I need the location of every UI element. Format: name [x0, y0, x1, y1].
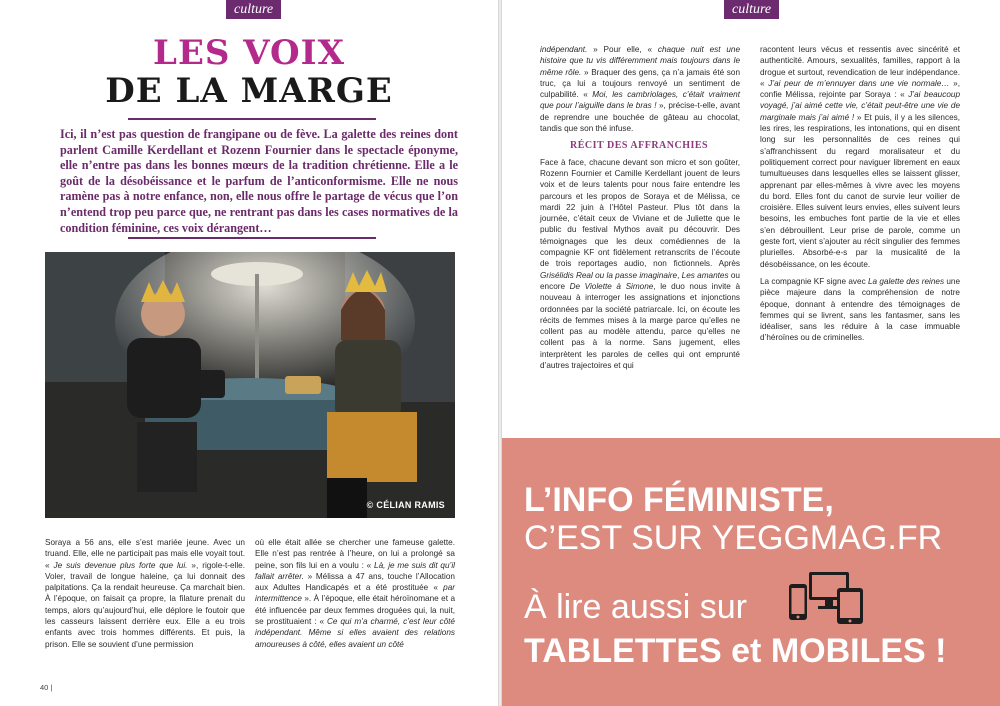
ad-devices-text: TABLETTES et MOBILES ! — [524, 632, 947, 670]
article-title-line2: DE LA MARGE — [105, 71, 393, 111]
quote-run: J’ai beaucoup voyagé, j’ai aimé cette vie, c’était peut-être une vie de marginale mais j’ai aimé ! — [760, 90, 960, 122]
chapo-rule-bottom — [128, 237, 376, 239]
article-subheading: RÉCIT DES AFFRANCHIES — [570, 140, 709, 152]
text-run: Soraya a 56 ans, elle s’est mariée jeune. Avec un truand. Elle, elle ne participait pas mais elle voyait tout. « — [45, 538, 245, 570]
photo-credit: © CÉLIAN RAMIS — [366, 500, 445, 510]
section-rubric: culture — [724, 0, 779, 19]
ad-website[interactable]: C’EST SUR YEGGMAG.FR — [524, 519, 943, 557]
text-run: » Et puis, il y a les silences, les rires, les respirations, les intonations, qui en disent long sur les personnalités de ces reines qui s’affranchissent du regard moralisateur et du politiquement correct pour naviguer librement en eaux tumultueuses dans lesquelles elles se laissent glisser, apprenant par elles-mêmes à vivre avec les moyens du bord. Elles font du canot de survie leur voilier de croisière. Elles suivent leurs envies, elles suivent leurs besoins, les embuches font partie de la vie et elles s’en débrouillent. Leur prise de parole, comme un geste fort, vient s’ajouter au récit singulier des femmes plurielles. Absorbé-e-s par la musicalité de la désobéissance, on les écoute. — [760, 112, 961, 269]
text-run: » Braquer des gens, ça n’a jamais été son truc, ça lui a toujours renvoyé un sentiment de culpabilité. « — [540, 67, 741, 100]
text-run: », précise-t-elle, avant de reprendre une bouchée de gâteau au chocolat, tandis que son thé infuse. — [540, 101, 740, 134]
article-column-3 — [540, 44, 740, 371]
quote-run: indépendant. — [540, 45, 588, 54]
yeggmag-advert[interactable] — [502, 438, 1000, 706]
paragraph — [45, 537, 245, 650]
performers-photo-illustration — [45, 252, 455, 518]
title-run: Les amantes — [681, 270, 729, 280]
page-number: 40 | — [40, 683, 53, 692]
article-column-2 — [255, 537, 455, 650]
title-run: De Violette à Simone — [569, 281, 654, 291]
text-run: ». À l’époque, elle était héroïnomane et a été influencée par deux femmes droguées qui, la nuit, se prostituaient : « — [255, 594, 455, 627]
text-run: Face à face, chacune devant son micro et son goûter, Rozenn Fournier et Camille Kerdellant jouent de leurs voix et de leurs talents pour nous faire entendre les parcours et les propos de Soraya et de Mélissa, ce mardi 22 juin à l’Hôtel Pasteur. Plus tôt dans la journée, c’était ceux de Viviane et de Juliette que le public du festival Mythos avait pu découvrir. Des témoignages que les deux comédiennes de la compagnie KF ont fidèlement retranscrits de l’écoute de trois reportages audio, non fictionnels. Après — [540, 157, 740, 269]
article-column-1 — [45, 537, 245, 650]
text-run: » Pour elle, « — [587, 45, 658, 54]
ad-headline: L’INFO FÉMINISTE, — [524, 481, 834, 519]
text-run: racontent leurs vécus et ressentis avec sincérité et authenticité. Amours, sexualités, familles, rapport à la drogue et surtout, revendication de leur indépendance. « — [760, 45, 960, 88]
paragraph — [760, 276, 960, 344]
text-run: où elle était allée se chercher une fameuse galette. Elle n’est pas rentrée à l’heure, on lui a prolongé sa peine, son fils lui en a voulu : « — [255, 538, 455, 570]
text-run: », confie Mélissa, rejointe par Soraya : « — [760, 78, 960, 100]
text-run: , — [677, 270, 682, 280]
section-rubric: culture — [226, 0, 281, 19]
article-column-4 — [760, 44, 960, 344]
text-run: une pièce majeure dans la compréhension de notre époque, donnant à entendre des témoignages de femmes qui se livrent, sans les fantasmer, sans les idéaliser, sans les réduire à la case immuable d’héroïnes ou de criminelles. — [760, 276, 961, 343]
quote-run: Moi, les cambriolages, c’était vraiment que pour l’aiguille dans le bras ! — [540, 90, 740, 111]
chapo-rule-top — [128, 118, 376, 120]
ad-read-also: À lire aussi sur — [524, 588, 747, 626]
text-run: », rigole-t-elle. Voler, travail de longue haleine, ça lui donnait des palpitations. Ça la rendait heureuse. Ça marchait bien. À l’époque, on faisait ça propre, la filature prenait du temps, alors qu’aujourd’hui, elle déplore le foutoir que les casseurs laissent derrière eux. Elle a eu trois enfants avec trois hommes différents. Et puis, la prison. Elle se souvient d’une permission — [45, 560, 245, 649]
text-run: , le duo nous invite à nouveau à interroger les assignations et injonctions ordonnées par la société patriarcale. Ici, on écoute les récits de femmes mises à la marge parce qu’elles ne collent pas au modèle attendu, parce qu’elles ne collent pas à la norme. Sans jugement, elles interprètent les paroles de celles qui ont emprunté d’autres trajectoires et qui — [540, 281, 740, 371]
article-title-line1: LES VOIX — [153, 33, 345, 73]
text-run: La compagnie KF signe avec — [760, 276, 868, 286]
quote-run: chaque nuit est une histoire que tu vis différemment mais toujours dans le même rôle. — [540, 45, 740, 77]
quote-run: Là, je me suis dit qu’il fallait arrêter. — [255, 560, 455, 581]
right-page — [502, 0, 1000, 706]
quote-run: Je suis devenue plus forte que lui. — [53, 560, 188, 570]
quote-run: Ce qui m’a charmé, c’est leur côté indépendant. Même si elles avaient des relations amoureuses à côté, elles avaient un côté — [255, 617, 455, 649]
paragraph — [540, 44, 740, 134]
title-run: La galette des reines — [867, 276, 945, 286]
title-run: Grisélidis Real ou la passe imaginaire — [540, 270, 678, 280]
article-photo — [45, 252, 455, 518]
paragraph — [255, 537, 455, 650]
quote-run: par intermittence — [255, 583, 455, 604]
left-page — [0, 0, 498, 706]
paragraph — [540, 157, 740, 372]
phone-desktop-tablet-icon — [785, 570, 865, 626]
text-run: ou encore — [540, 270, 740, 291]
article-lead: Ici, il n’est pas question de frangipane ou de fève. La galette des reines dont parlent Camille Kerdellant et Rozenn Fournier dans le spectacle éponyme, elle n’entre pas dans les bonnes mœurs de la tradition chrétienne. Elle a le goût de la désobéissance et le parfum de l’anticonformisme. Elle ne nous ramène pas à notre enfance, non, elle nous offre le partage de vécus que l’on n’entend trop peu parce que, ne rentrant pas dans les cases normatives de la condition féminine, ces voix dérangent… — [60, 127, 458, 235]
quote-run: J’ai peur de m’ennuyer dans une vie normale… — [768, 78, 950, 88]
paragraph — [760, 44, 960, 270]
text-run: » Mélissa a 47 ans, touche l’Allocation aux Adultes Handicapés et a été prostituée « — [255, 571, 455, 593]
